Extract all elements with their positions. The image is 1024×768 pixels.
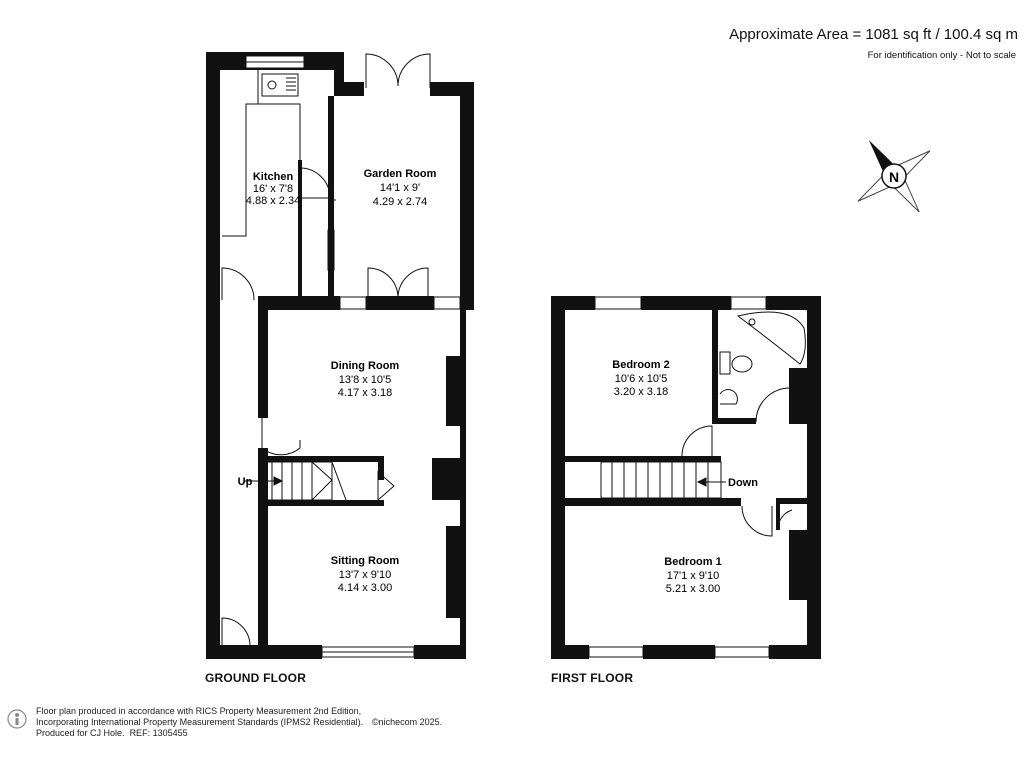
kitchen-metric: 4.88 x 2.34 [245, 195, 301, 207]
garden-room-imperial: 14'1 x 9' [379, 182, 421, 194]
stairs-up-label: Up [237, 476, 253, 488]
bedroom1-metric: 5.21 x 3.00 [665, 583, 721, 595]
bedroom2-name: Bedroom 2 [612, 359, 670, 371]
wall [206, 52, 220, 658]
kitchen-imperial: 16' x 7'8 [252, 183, 294, 195]
sitting-room-name: Sitting Room [330, 555, 400, 567]
sitting-room-imperial: 13'7 x 9'10 [338, 569, 392, 581]
ground-floor-title: GROUND FLOOR [205, 671, 307, 685]
compass-north-label: N [888, 169, 900, 185]
footer-text [36, 706, 363, 739]
footer-line1: Floor plan produced in accordance with RICS Property Measurement 2nd Edition, [36, 706, 362, 716]
stairs-down-label: Down [728, 477, 758, 489]
identification-note: For identification only - Not to scale [867, 50, 1016, 61]
kitchen-name: Kitchen [252, 171, 294, 183]
bedroom1-name: Bedroom 1 [664, 556, 722, 568]
first-floor-plan [551, 296, 821, 659]
garden-room-name: Garden Room [363, 168, 437, 180]
dining-room-imperial: 13'8 x 10'5 [338, 374, 392, 386]
footer-line3 [36, 728, 363, 739]
footer-line2: Incorporating International Property Measurement Standards (IPMS2 Residential). [36, 717, 364, 727]
sitting-room-metric: 4.14 x 3.00 [337, 582, 393, 594]
bedroom1-imperial: 17'1 x 9'10 [666, 570, 720, 582]
wall [334, 52, 344, 82]
footer-copyright: ©nichecom 2025. [372, 717, 443, 727]
nichecom-logo-icon [8, 710, 26, 728]
dining-room-metric: 4.17 x 3.18 [337, 387, 393, 399]
first-floor-title: FIRST FLOOR [551, 671, 634, 685]
bedroom2-imperial: 10'6 x 10'5 [614, 373, 668, 385]
garden-room-metric: 4.29 x 2.74 [372, 196, 428, 208]
footer-ref: REF: 1305455 [129, 728, 188, 738]
dining-room-name: Dining Room [330, 360, 400, 372]
approximate-area: Approximate Area = 1081 sq ft / 100.4 sq m [729, 26, 1018, 43]
bedroom2-metric: 3.20 x 3.18 [613, 386, 669, 398]
footer-produced-for: Produced for CJ Hole. [36, 728, 125, 738]
